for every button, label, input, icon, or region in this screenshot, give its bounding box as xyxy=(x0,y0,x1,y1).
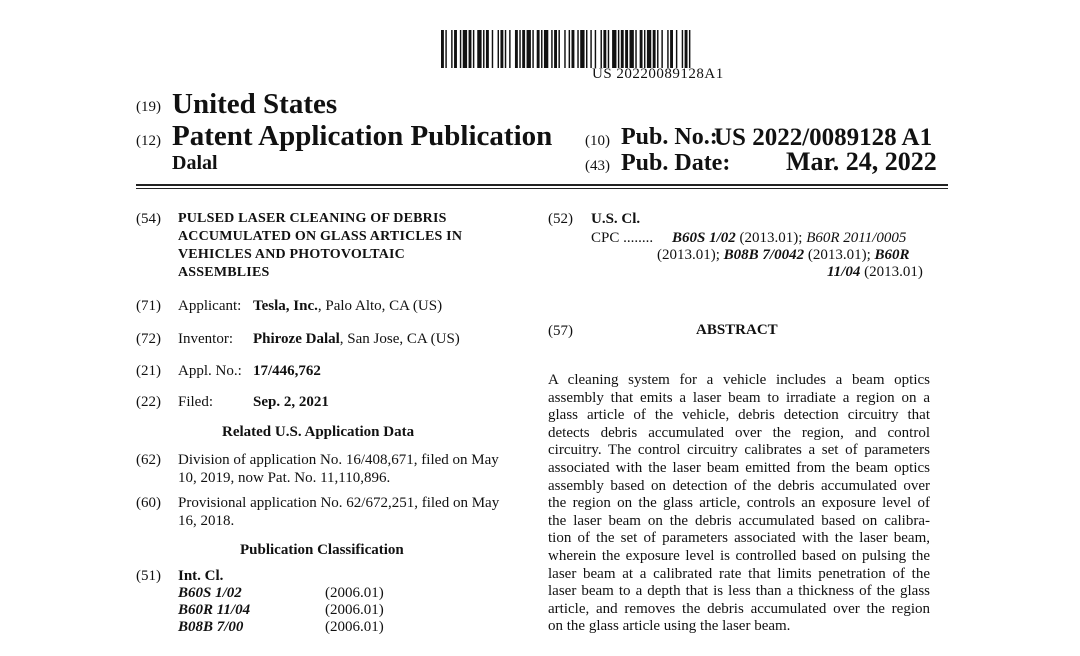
inventor xyxy=(253,330,460,348)
pub-no-value: US 2022/0089128 A1 xyxy=(714,124,933,151)
abstract-line: detects debris accumulated over the region, and control xyxy=(548,424,930,441)
country-heading: United States xyxy=(172,88,338,120)
abstract-line: tion of the set of parameters associated with the laser beam, xyxy=(548,530,930,547)
applicant-location: , Palo Alto, CA (US) xyxy=(317,298,443,314)
cpc-line-1-codes xyxy=(672,229,906,247)
us-cl-label: U.S. Cl. xyxy=(591,211,641,227)
ipc-year: (2006.01) xyxy=(325,585,384,601)
cpc-year: (2013.01) xyxy=(864,264,923,280)
ipc-year: (2006.01) xyxy=(325,619,384,635)
pub-date-value: Mar. 24, 2022 xyxy=(786,147,937,176)
applicant-name: Tesla, Inc. xyxy=(253,298,318,314)
inid-code-62: (62) xyxy=(136,452,161,468)
abstract-heading: ABSTRACT xyxy=(696,322,778,338)
inid-code-72: (72) xyxy=(136,331,161,347)
inid-code-43: (43) xyxy=(585,158,610,174)
cpc-year: (2013.01); xyxy=(739,230,803,246)
cpc-year: (2013.01); xyxy=(807,247,871,263)
abstract-line: circuitry. The control circuitry calibrates a set of parameters xyxy=(548,442,930,459)
ipc-year: (2006.01) xyxy=(325,602,384,618)
publication-classification-heading: Publication Classification xyxy=(240,542,404,558)
header-rule-top xyxy=(136,184,948,186)
inid-code-57: (57) xyxy=(548,323,573,339)
inventor-location: , San Jose, CA (US) xyxy=(339,331,460,347)
provisional-line: 16, 2018. xyxy=(178,513,235,529)
filed-date: Sep. 2, 2021 xyxy=(253,394,329,410)
ipc-code: B08B 7/00 xyxy=(178,619,244,635)
appl-no-value: 17/446,762 xyxy=(253,363,321,379)
inid-code-19: (19) xyxy=(136,99,161,115)
abstract-line: associated with the laser beam emitted from the beam optics xyxy=(548,459,930,476)
abstract-text xyxy=(548,372,930,636)
applicant-label: Applicant: xyxy=(178,298,242,314)
abstract-line: assembly based on detection of the debris accumulated over xyxy=(548,477,930,494)
cpc-label: CPC xyxy=(591,230,620,246)
cpc-year: (2013.01); xyxy=(657,247,720,263)
title-line: ASSEMBLIES xyxy=(178,265,270,280)
cpc-line-3 xyxy=(827,263,923,281)
inid-code-54: (54) xyxy=(136,211,161,227)
provisional-line: Provisional application No. 62/672,251, filed on May xyxy=(178,495,500,511)
pub-no-label: Pub. No.: xyxy=(621,124,718,150)
abstract-line: laser beam at a calibrated rate that limits penetration of the xyxy=(548,565,930,582)
abstract-line: A cleaning system for a vehicle includes a beam optics xyxy=(548,372,930,388)
publication-type-heading: Patent Application Publication xyxy=(172,120,553,152)
inid-code-51: (51) xyxy=(136,568,161,584)
ipc-row xyxy=(178,585,242,602)
ipc-code: B60S 1/02 xyxy=(178,585,242,601)
title-line: VEHICLES AND PHOTOVOLTAIC xyxy=(178,247,405,262)
inid-code-22: (22) xyxy=(136,394,161,410)
related-data-heading: Related U.S. Application Data xyxy=(222,424,415,440)
abstract-line: wherein the exposure level is controlled based on pulsing the xyxy=(548,547,930,564)
header-rule-bottom xyxy=(136,188,948,189)
inid-code-10: (10) xyxy=(585,133,610,149)
cpc-code: B08B 7/0042 xyxy=(723,247,805,263)
title-line: PULSED LASER CLEANING OF DEBRIS xyxy=(178,211,447,226)
abstract-line: article, and removes the debris accumulated over the region xyxy=(548,600,930,617)
barcode-number: US 20220089128A1 xyxy=(592,66,724,82)
cpc-code: B60R 2011/0005 xyxy=(806,230,907,246)
abstract-line: the laser beam on the debris accumulated based on calibra- xyxy=(548,512,930,529)
abstract-line: glass article of the vehicle, debris detection circuitry that xyxy=(548,407,930,424)
division-line: Division of application No. 16/408,671, filed on May xyxy=(178,452,499,468)
cpc-line-2 xyxy=(657,246,910,264)
inventor-surname: Dalal xyxy=(172,152,218,174)
abstract-line: assembly that emits a laser beam to irradiate a region on a xyxy=(548,389,930,406)
ipc-row xyxy=(178,619,243,636)
inid-code-52: (52) xyxy=(548,211,573,227)
ipc-row xyxy=(178,602,250,619)
cpc-code: 11/04 xyxy=(827,264,861,280)
provisional-application xyxy=(178,494,499,530)
appl-no-label: Appl. No.: xyxy=(178,363,242,379)
cpc-code: B60R xyxy=(874,247,910,263)
inid-code-71: (71) xyxy=(136,298,161,314)
ipc-code: B60R 11/04 xyxy=(178,602,251,618)
int-cl-label: Int. Cl. xyxy=(178,568,224,584)
cpc-line-1 xyxy=(591,229,653,247)
applicant xyxy=(253,297,442,315)
abstract-line: the region on the glass article, controls an exposure level of xyxy=(548,495,930,512)
division-line: 10, 2019, now Pat. No. 11,110,896. xyxy=(178,470,391,486)
title-line: ACCUMULATED ON GLASS ARTICLES IN xyxy=(178,229,463,244)
inid-code-21: (21) xyxy=(136,363,161,379)
cpc-code: B60S 1/02 xyxy=(672,230,736,246)
invention-title xyxy=(178,210,462,282)
inventor-name: Phiroze Dalal xyxy=(253,331,340,347)
cpc-dots: ........ xyxy=(623,230,654,246)
division-application xyxy=(178,451,499,487)
abstract-line: laser beam to a depth that is less than a thickness of the glass xyxy=(548,583,930,600)
inid-code-12: (12) xyxy=(136,133,161,149)
filed-label: Filed: xyxy=(178,394,214,410)
inid-code-60: (60) xyxy=(136,495,161,511)
inventor-label: Inventor: xyxy=(178,331,233,347)
abstract-line: on the glass article using the laser beam. xyxy=(548,618,791,635)
barcode xyxy=(441,30,811,68)
pub-date-label: Pub. Date: xyxy=(621,150,731,176)
